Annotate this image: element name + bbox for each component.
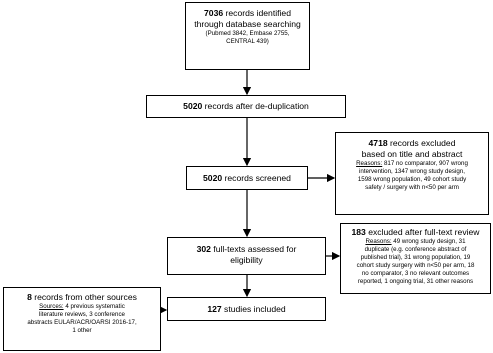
excluded-fulltext-reason-2: duplicate (e.g. conference abstract of: [364, 246, 467, 253]
other-sources-box: [3, 287, 161, 351]
excluded-title-reason-3: 1598 wrong population, 49 cohort study: [357, 176, 467, 183]
identified-count: 7036: [204, 8, 224, 18]
dedup-text: records after de-duplication: [202, 101, 309, 111]
fulltext-text-2: eligibility: [230, 255, 263, 265]
screened-count: 5020: [203, 173, 223, 183]
identified-text-2: through database searching: [194, 19, 301, 29]
other-sources-text: records from other sources: [31, 292, 137, 302]
excluded-fulltext-text: excluded after full-text review: [365, 227, 480, 237]
excluded-fulltext-box: [340, 223, 491, 294]
excluded-title-reason-2: intervention, 1347 wrong study design,: [359, 168, 465, 175]
screened-text: records screened: [222, 173, 291, 183]
excluded-title-reason-4: safety / surgery with n<50 per arm: [365, 184, 459, 191]
fulltext-count: 302: [196, 244, 211, 254]
other-sources-line-3: abstracts EULAR/ACR/OARSI 2016-17,: [27, 319, 137, 326]
excluded-title-count: 4718: [368, 138, 388, 148]
dedup-count: 5020: [183, 101, 203, 111]
included-text: studies included: [221, 304, 286, 314]
fulltext-assessed-box: [167, 237, 326, 275]
other-sources-line-4: 1 other: [72, 327, 92, 334]
other-sources-line-1: 4 previous systematic: [63, 303, 125, 310]
included-count: 127: [207, 304, 222, 314]
screened-box: [186, 166, 308, 190]
other-sources-line-2: literature reviews, 3 conference: [39, 311, 125, 318]
dedup-box: [146, 95, 346, 118]
excluded-fulltext-reason-1: 49 wrong study design, 31: [391, 238, 466, 245]
excluded-fulltext-reason-6: reported, 1 ongoing trial, 31 other reasons: [357, 278, 474, 285]
excluded-fulltext-reason-5: no comparator, 3 no relevant outcomes: [361, 270, 470, 277]
identified-detail-1: (Pubmed 3842, Embase 2755,: [205, 30, 290, 37]
studies-included-box: [167, 297, 326, 321]
reasons-label: Reasons:: [356, 160, 383, 167]
sources-label: Sources:: [39, 303, 64, 310]
excluded-title-text: records excluded: [387, 138, 456, 148]
excluded-fulltext-reason-4: cohort study surgery with n<50 per arm, 18: [356, 262, 475, 269]
excluded-title-reason-1: 817 no comparator, 907 wrong: [382, 160, 468, 167]
fulltext-text: full-texts assessed for: [210, 244, 297, 254]
excluded-fulltext-reason-3: published trial), 31 wrong population, 19: [360, 254, 471, 261]
excluded-fulltext-count: 183: [351, 227, 366, 237]
excluded-title-text-2: based on title and abstract: [361, 149, 463, 159]
identified-detail-2: CENTRAL 439): [226, 38, 269, 45]
reasons-label: Reasons:: [365, 238, 392, 245]
other-sources-count: 8: [27, 292, 32, 302]
excluded-title-abstract-box: [335, 132, 489, 215]
identified-text: records identified: [223, 8, 291, 18]
records-identified-box: [185, 2, 310, 70]
